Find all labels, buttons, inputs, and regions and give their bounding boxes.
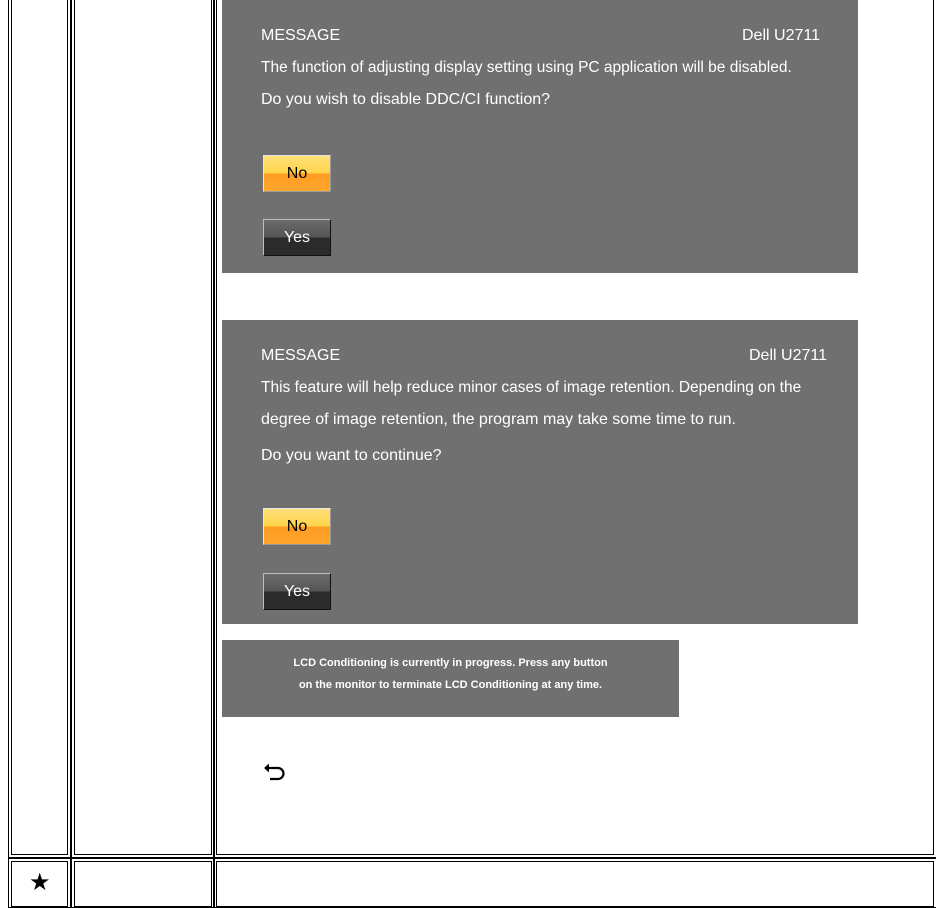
monitor-model: Dell U2711 bbox=[749, 347, 827, 364]
yes-button[interactable]: Yes bbox=[263, 219, 331, 256]
lcd-conditioning-progress-banner bbox=[222, 640, 679, 717]
question-text: Do you wish to disable DDC/CI function? bbox=[261, 91, 551, 108]
message-text-line1: This feature will help reduce minor cases of image retention. Depending on the bbox=[261, 379, 802, 396]
question-text: Do you want to continue? bbox=[261, 447, 442, 464]
table-cell-col3-row2 bbox=[213, 858, 936, 908]
dialog-title: MESSAGE bbox=[261, 347, 341, 364]
table-cell-col2-row2 bbox=[71, 858, 215, 908]
star-icon: ★ bbox=[29, 868, 51, 896]
table-cell-col1 bbox=[8, 0, 71, 858]
dialog-title: MESSAGE bbox=[261, 27, 341, 44]
table-cell-col2 bbox=[71, 0, 215, 858]
banner-text-line2: on the monitor to terminate LCD Conditioning at any time. bbox=[298, 679, 603, 691]
banner-text-line1: LCD Conditioning is currently in progress. Press any button bbox=[293, 657, 608, 669]
message-text: The function of adjusting display setting using PC application will be disabled. bbox=[261, 59, 792, 76]
monitor-model: Dell U2711 bbox=[742, 27, 820, 44]
lcd-conditioning-message-dialog bbox=[222, 320, 858, 624]
ddcci-message-dialog bbox=[222, 0, 858, 273]
back-arrow-icon[interactable] bbox=[263, 762, 287, 782]
yes-button[interactable]: Yes bbox=[263, 573, 331, 610]
no-button[interactable]: No bbox=[263, 155, 331, 192]
no-button[interactable]: No bbox=[263, 508, 331, 545]
message-text-line2: degree of image retention, the program may take some time to run. bbox=[261, 411, 736, 428]
